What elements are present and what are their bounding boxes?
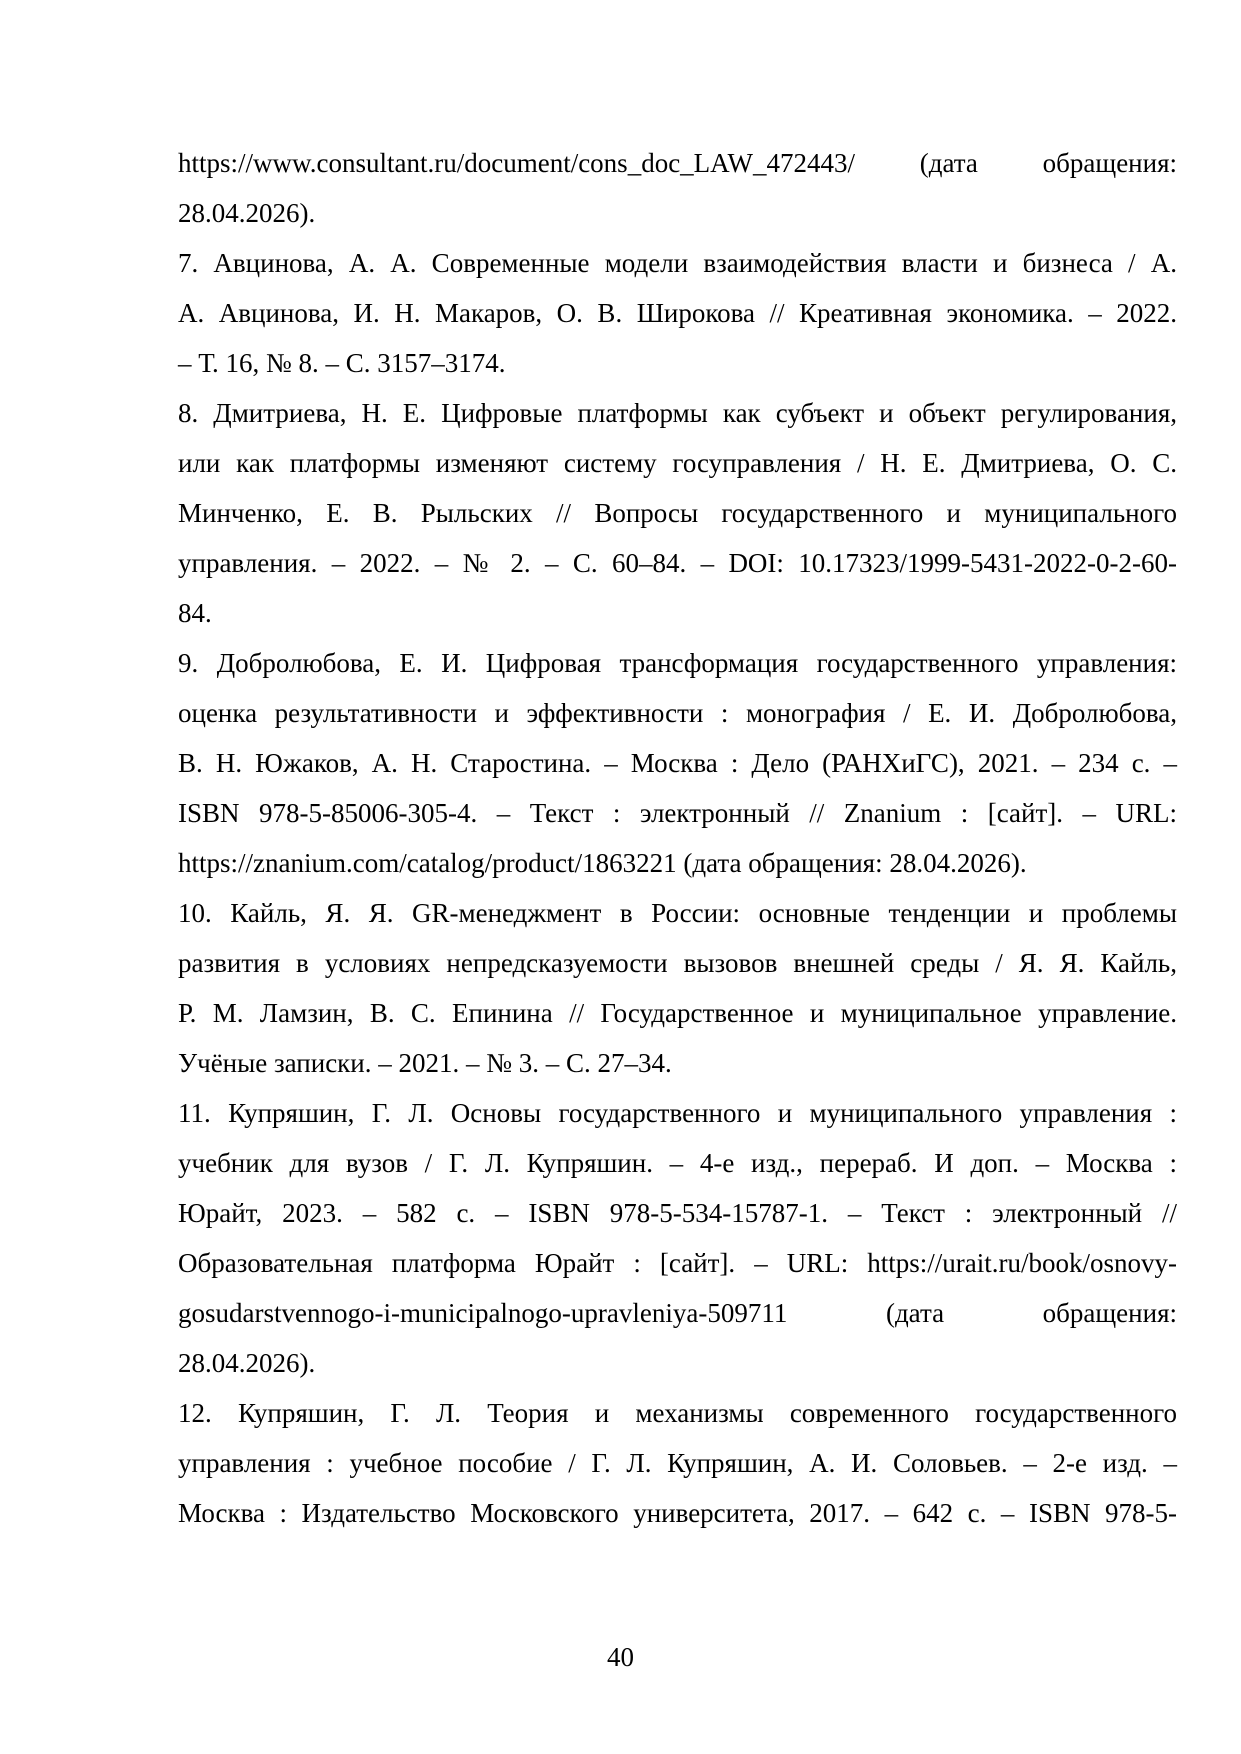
text-line: 11. Купряшин, Г. Л. Основы государственного и муниципального управления : [178,1098,1177,1128]
text-line: оценка результативности и эффективности : монография / Е. И. Добролюбова, [178,698,1177,728]
text-line: Юрайт, 2023. – 582 с. – ISBN 978-5-534-15787-1. – Текст : электронный // [178,1198,1177,1228]
text-line: В. Н. Южаков, А. Н. Старостина. – Москва : Дело (РАНХиГС), 2021. – 234 с. – [178,748,1177,778]
text-line: gosudarstvennogo-i-municipalnogo-upravleniya-509711 (дата обращения: [178,1298,1177,1328]
text-line: 12. Купряшин, Г. Л. Теория и механизмы современного государственного [178,1398,1177,1428]
text-line: или как платформы изменяют систему госуправления / Н. Е. Дмитриева, О. С. [178,448,1177,478]
text-line: – Т. 16, № 8. – С. 3157–3174. [178,348,506,378]
text-line: 28.04.2026). [178,198,316,228]
text-line: Минченко, Е. В. Рыльских // Вопросы государственного и муниципального [178,498,1177,528]
text-line: развития в условиях непредсказуемости вызовов внешней среды / Я. Я. Кайль, [178,948,1177,978]
text-line: ISBN 978-5-85006-305-4. – Текст : электронный // Znanium : [сайт]. – URL: [178,798,1177,828]
text-line: Р. М. Ламзин, В. С. Епинина // Государственное и муниципальное управление. [178,998,1177,1028]
text-line: 10. Кайль, Я. Я. GR-менеджмент в России: основные тенденции и проблемы [178,898,1177,928]
text-line: управления. – 2022. – № 2. – С. 60–84. – DOI: 10.17323/1999-5431-2022-0-2-60- [178,548,1177,578]
text-line: 28.04.2026). [178,1348,316,1378]
text-line: 7. Авцинова, А. А. Современные модели взаимодействия власти и бизнеса / А. [178,248,1177,278]
text-line: https://znanium.com/catalog/product/1863221 (дата обращения: 28.04.2026). [178,848,1027,878]
text-line: А. Авцинова, И. Н. Макаров, О. В. Широкова // Креативная экономика. – 2022. [178,298,1177,328]
text-line: 84. [178,598,212,628]
text-line: Москва : Издательство Московского университета, 2017. – 642 с. – ISBN 978-5- [178,1498,1177,1528]
text-line: учебник для вузов / Г. Л. Купряшин. – 4-е изд., перераб. И доп. – Москва : [178,1148,1177,1178]
page-number: 40 [607,1642,634,1672]
text-line: управления : учебное пособие / Г. Л. Купряшин, А. И. Соловьев. – 2-е изд. – [178,1448,1177,1478]
text-line: 9. Добролюбова, Е. И. Цифровая трансформация государственного управления: [178,648,1177,678]
text-line: Учёные записки. – 2021. – № 3. – С. 27–34. [178,1048,672,1078]
text-line: Образовательная платформа Юрайт : [сайт]. – URL: https://urait.ru/book/osnovy- [178,1248,1177,1278]
text-line: https://www.consultant.ru/document/cons_doc_LAW_472443/ (дата обращения: [178,148,1177,178]
document-body [178,138,1177,1538]
text-line: 8. Дмитриева, Н. Е. Цифровые платформы как субъект и объект регулирования, [178,398,1177,428]
